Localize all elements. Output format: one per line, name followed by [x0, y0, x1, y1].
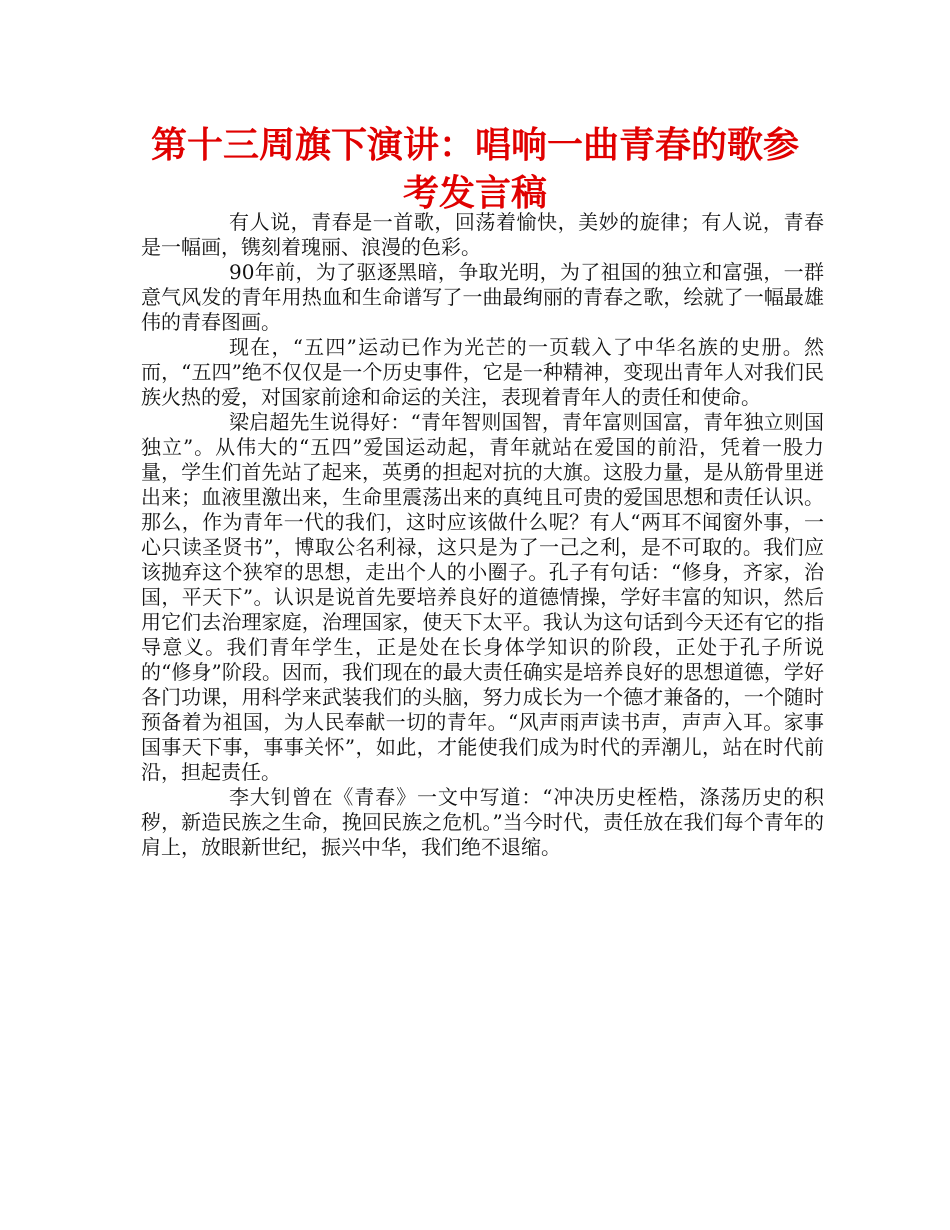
document-title: 第十三周旗下演讲：唱响一曲青春的歌参考发言稿 [150, 125, 799, 214]
paragraph-2: 90年前，为了驱逐黑暗，争取光明，为了祖国的独立和富强，一群意气风发的青年用热血和生命谱写了一曲最绚丽的青春之歌，绘就了一幅最雄伟的青春图画。 [141, 260, 824, 334]
document-body [141, 210, 824, 860]
paragraph-3: 现在，“五四”运动已作为光芒的一页载入了中华名族的史册。然而，“五四”绝不仅仅是一个历史事件，它是一种精神，变现出青年人对我们民族火热的爱，对国家前途和命运的关注，表现着青年人的责任和使命。 [141, 335, 824, 409]
paragraph-5: 李大钊曾在《青春》一文中写道：“冲决历史桎梏，涤荡历史的积秽，新造民族之生命，挽回民族之危机。”当今时代，责任放在我们每个青年的肩上，放眼新世纪，振兴中华，我们绝不退缩。 [141, 785, 824, 859]
paragraph-1: 有人说，青春是一首歌，回荡着愉快，美妙的旋律；有人说，青春是一幅画，镌刻着瑰丽、浪漫的色彩。 [141, 210, 824, 259]
paragraph-4: 梁启超先生说得好：“青年智则国智，青年富则国富，青年独立则国独立”。从伟大的“五四”爱国运动起，青年就站在爱国的前沿，凭着一股力量，学生们首先站了起来，英勇的担起对抗的大旗。这股力量，是从筋骨里迸出来；血液里激出来，生命里震荡出来的真纯且可贵的爱国思想和责任认识。那么，作为青年一代的我们，这时应该做什么呢？有人“两耳不闻窗外事，一心只读圣贤书”，博取公名利禄，这只是为了一己之利，是不可取的。我们应该抛弃这个狭窄的思想，走出个人的小圈子。孔子有句话：“修身，齐家，治国，平天下”。认识是说首先要培养良好的道德情操，学好丰富的知识，然后用它们去治理家庭，治理国家，使天下太平。我认为这句话到今天还有它的指导意义。我们青年学生，正是处在长身体学知识的阶段，正处于孔子所说的“修身”阶段。因而，我们现在的最大责任确实是培养良好的思想道德，学好各门功课，用科学来武装我们的头脑，努力成长为一个德才兼备的，一个随时预备着为祖国，为人民奉献一切的青年。“风声雨声读书声，声声入耳。家事国事天下事，事事关怀”，如此，才能使我们成为时代的弄潮儿，站在时代前沿，担起责任。 [141, 410, 824, 784]
